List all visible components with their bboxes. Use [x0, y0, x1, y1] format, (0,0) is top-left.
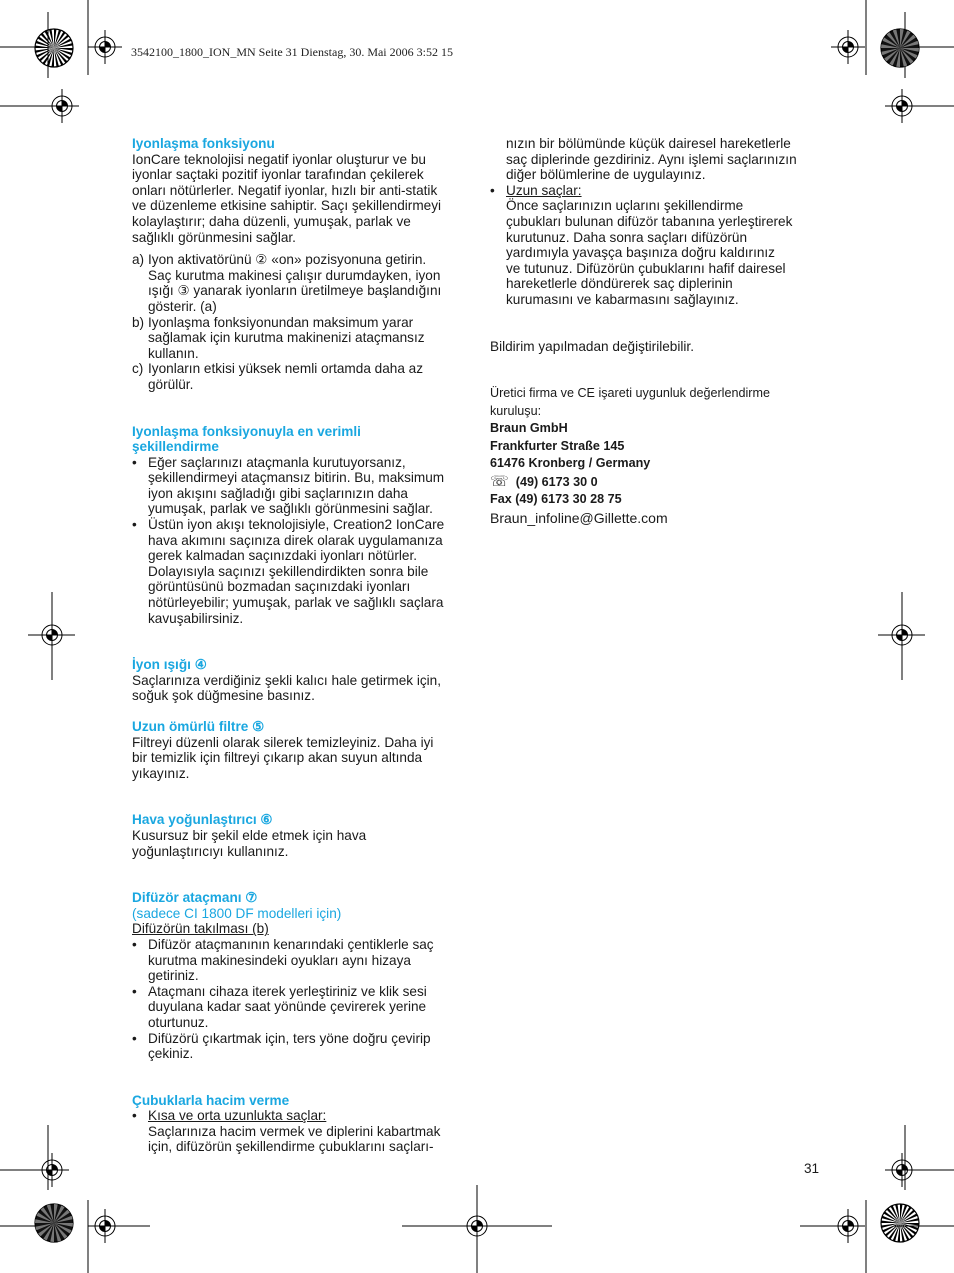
text-line: onları nötürlerler. Negatif iyonlar, hızlı bir anti-statik — [132, 182, 438, 198]
text-line: Saçlarınıza hacim vermek ve diplerini kabartmak — [148, 1123, 441, 1139]
starburst-target-icon — [35, 1204, 73, 1242]
text-line: hava akımını saçınıza direk olarak uygulamanıza — [148, 532, 443, 548]
company-city: 61476 Kronberg / Germany — [490, 456, 651, 471]
list-item — [132, 252, 472, 314]
text-line: hareketlerle döndürerek saç diplerinin — [506, 276, 733, 292]
text-line: gösterir. (a) — [148, 298, 217, 314]
text-line: Üstün iyon akışı teknolojisiyle, Creation2 IonCare — [148, 517, 445, 533]
bullet: • — [132, 983, 137, 999]
registration-mark-icon — [885, 618, 919, 652]
text-line: IonCare teknolojisi negatif iyonlar oluşturur ve bu — [132, 151, 426, 167]
text-line: kurumasını ve kabarmasını sağlayınız. — [506, 291, 739, 307]
text-line: Iyon aktivatörünü ② «on» pozisyonuna getirin. — [148, 252, 427, 268]
list-item — [132, 937, 472, 984]
text-line: soğuk şok düğmesine basınız. — [132, 688, 315, 704]
registration-mark-icon — [885, 1153, 919, 1187]
starburst-target-icon — [35, 29, 73, 67]
section-ion-light-title: İyon ışığı ④ — [132, 657, 207, 673]
bullet: • — [132, 936, 137, 952]
text-line: görüntüsünü bozmadan saçınızdaki iyonları — [148, 579, 411, 595]
text-line: saç diplerinde gezdiriniz. Aynı işlemi saçlarınızın — [506, 151, 797, 167]
list-item — [132, 455, 472, 517]
registration-mark-icon — [831, 30, 865, 64]
list-marker: a) — [132, 252, 145, 268]
text-line: ışığı ③ yanarak iyonların üretilmeye başlandığını — [148, 283, 442, 299]
text-line: duyulana kadar saat yönünde çevirerek yerine — [148, 999, 427, 1015]
text-line: sağlıklı görünmesini sağlar. — [132, 229, 296, 245]
registration-mark-icon — [45, 89, 79, 123]
page-number: 31 — [804, 1161, 820, 1176]
text-line: sağlamak için kurutma makinenizi ataçmansız — [148, 330, 425, 346]
text-line: gerek kalmadan saçınızdaki iyonları nötürler. — [148, 548, 417, 564]
text-line: Dolayısıyla saçınızı şekillendirdikten sonra bile — [148, 563, 429, 579]
manufacturer-block — [490, 385, 830, 509]
section-volume-title: Çubuklarla hacim verme — [132, 1092, 290, 1108]
text-line: yumuşak, parlak ve sağlıklı görünmesini sağlar. — [148, 501, 433, 517]
list-item — [132, 315, 472, 362]
left-column — [132, 136, 472, 1155]
company-email: Braun_infoline@Gillette.com — [490, 509, 668, 526]
registration-mark-icon — [460, 1209, 494, 1243]
company-street: Frankfurter Straße 145 — [490, 438, 625, 453]
text-line: iyon akışını sağladığı gibi saçlarınızın daha — [148, 485, 408, 501]
text-line: Saçlarınıza verdiğiniz şekli kalıcı hale getirmek için, — [132, 672, 442, 688]
text-line: Filtreyi düzenli olarak silerek temizleyiniz. Daha iyi — [132, 734, 434, 750]
text-line: nızın bir bölümünde küçük dairesel hareketlerle — [506, 136, 791, 151]
company-name: Braun GmbH — [490, 421, 568, 436]
text-line: şekillendirmeyi ataçmansız bitirin. Bu, maksimum — [148, 470, 445, 486]
section-concentrator-title: Hava yoğunlaştırıcı ⑥ — [132, 812, 273, 828]
text-line: oturtunuz. — [148, 1014, 209, 1030]
right-column — [490, 136, 830, 527]
short-hair-heading: Kısa ve orta uzunlukta saçlar: — [148, 1108, 327, 1124]
bullet: • — [132, 1030, 137, 1046]
print-header: 3542100_1800_ION_MN Seite 31 Dienstag, 30. Mai 2006 3:52 15 — [131, 45, 453, 59]
registration-mark-icon — [35, 1153, 69, 1187]
list-marker: c) — [132, 361, 144, 377]
text-line: kurutma makinesindeki oyukları aynı hizaya — [148, 952, 411, 968]
list-item — [132, 517, 472, 626]
registration-mark-icon — [35, 618, 69, 652]
section-efficient-styling-title: Iyonlaşma fonksiyonuyla en verimli şekillendirme — [132, 423, 361, 455]
text-line: Eğer saçlarınızı ataçmanla kurutuyorsanız, — [148, 454, 406, 470]
section-diffuser-title: Difüzör ataçmanı ⑦ — [132, 890, 258, 906]
text-line: çubukları bulunan difüzör tabanına yerleştirerek — [506, 213, 793, 229]
text-line: yıkayınız. — [132, 765, 190, 781]
text-line: Iyonlaşma fonksiyonundan maksimum yarar — [148, 314, 414, 330]
text-line: Üretici firma ve CE işareti uygunluk değerlendirme — [490, 386, 770, 401]
text-line: Difüzör ataçmanının kenarındaki çentiklerle saç — [148, 936, 434, 952]
text-line: Iyonların etkisi yüksek nemli ortamda daha az — [148, 361, 424, 377]
text-line: Difüzörü çıkartmak için, ters yöne doğru çevirip — [148, 1030, 431, 1046]
text-line: getiriniz. — [148, 968, 199, 984]
text-line: kuruluşu: — [490, 403, 542, 418]
telephone-icon: ☏ — [490, 472, 509, 490]
text-line: kurutunuz. Daha sonra saçları difüzörün — [506, 229, 748, 245]
section-ionization-body — [132, 152, 472, 246]
section-ionization-title: Iyonlaşma fonksiyonu — [132, 136, 275, 151]
long-hair-heading: Uzun saçlar: — [506, 182, 582, 198]
text-line: Saç kurutma makinesi çalışır durumdayken, iyon — [148, 267, 441, 283]
text-line: ve düzenleme etkisine sahiptir. Saçı şekillendirmeyi — [132, 198, 442, 214]
registration-mark-icon — [885, 89, 919, 123]
text-line: görülür. — [148, 376, 194, 392]
list-item — [132, 984, 472, 1031]
continued-text — [490, 136, 830, 183]
registration-mark-icon — [831, 1209, 865, 1243]
list-item — [132, 361, 472, 392]
text-line: çekiniz. — [148, 1046, 194, 1062]
starburst-target-icon — [881, 29, 919, 67]
bullet: • — [490, 182, 495, 198]
text-line: kolaylaştırır; daha düzenli, yumuşak, parlak ve — [132, 213, 411, 229]
text-line: iyonlar saçtaki pozitif iyonlar tarafından çekilerek — [132, 167, 424, 183]
text-line: Kusursuz bir şekil elde etmek için hava — [132, 827, 367, 843]
registration-mark-icon — [88, 30, 122, 64]
registration-mark-icon — [88, 1209, 122, 1243]
list-item — [132, 1108, 472, 1155]
text-line: diğer bölümlerine de uygulayınız. — [506, 167, 706, 183]
company-phone: ☏ (49) 6173 30 0 — [490, 472, 598, 490]
list-item — [490, 183, 830, 308]
text-line: yardımıyla yavaşça başınıza doğru kaldırınız — [506, 245, 775, 261]
text-line: Ataçmanı cihaza iterek yerleştiriniz ve klik sesi — [148, 983, 427, 999]
text-line: ve tutunuz. Difüzörün çubuklarını hafif dairesel — [506, 260, 786, 276]
list-item — [132, 1031, 472, 1062]
text-line: kullanın. — [148, 345, 199, 361]
text-line: nötürleyebilir; yumuşak, parlak ve sağlıklı saçlara — [148, 595, 444, 611]
diffuser-attach-heading: Difüzörün takılması (b) — [132, 921, 269, 937]
section-diffuser-subtitle: (sadece CI 1800 DF modelleri için) — [132, 905, 342, 921]
bullet: • — [132, 1108, 137, 1124]
bullet: • — [132, 454, 137, 470]
text-line: yoğunlaştırıcıyı kullanınız. — [132, 843, 289, 859]
text-line: Önce saçlarınızın uçlarını şekillendirme — [506, 198, 744, 214]
text-line: kavuşabilirsiniz. — [148, 610, 244, 626]
bullet: • — [132, 517, 137, 533]
list-marker: b) — [132, 314, 145, 330]
change-notice: Bildirim yapılmadan değiştirilebilir. — [490, 338, 694, 354]
section-filter-title: Uzun ömürlü filtre ⑤ — [132, 719, 265, 734]
starburst-target-icon — [881, 1204, 919, 1242]
text-line: bir temizlik için filtreyi çıkarıp akan suyun altında — [132, 750, 423, 766]
company-fax: Fax (49) 6173 30 28 75 — [490, 492, 622, 507]
text-line: için, difüzörün şekillendirme çubuklarını saçları- — [148, 1139, 434, 1155]
